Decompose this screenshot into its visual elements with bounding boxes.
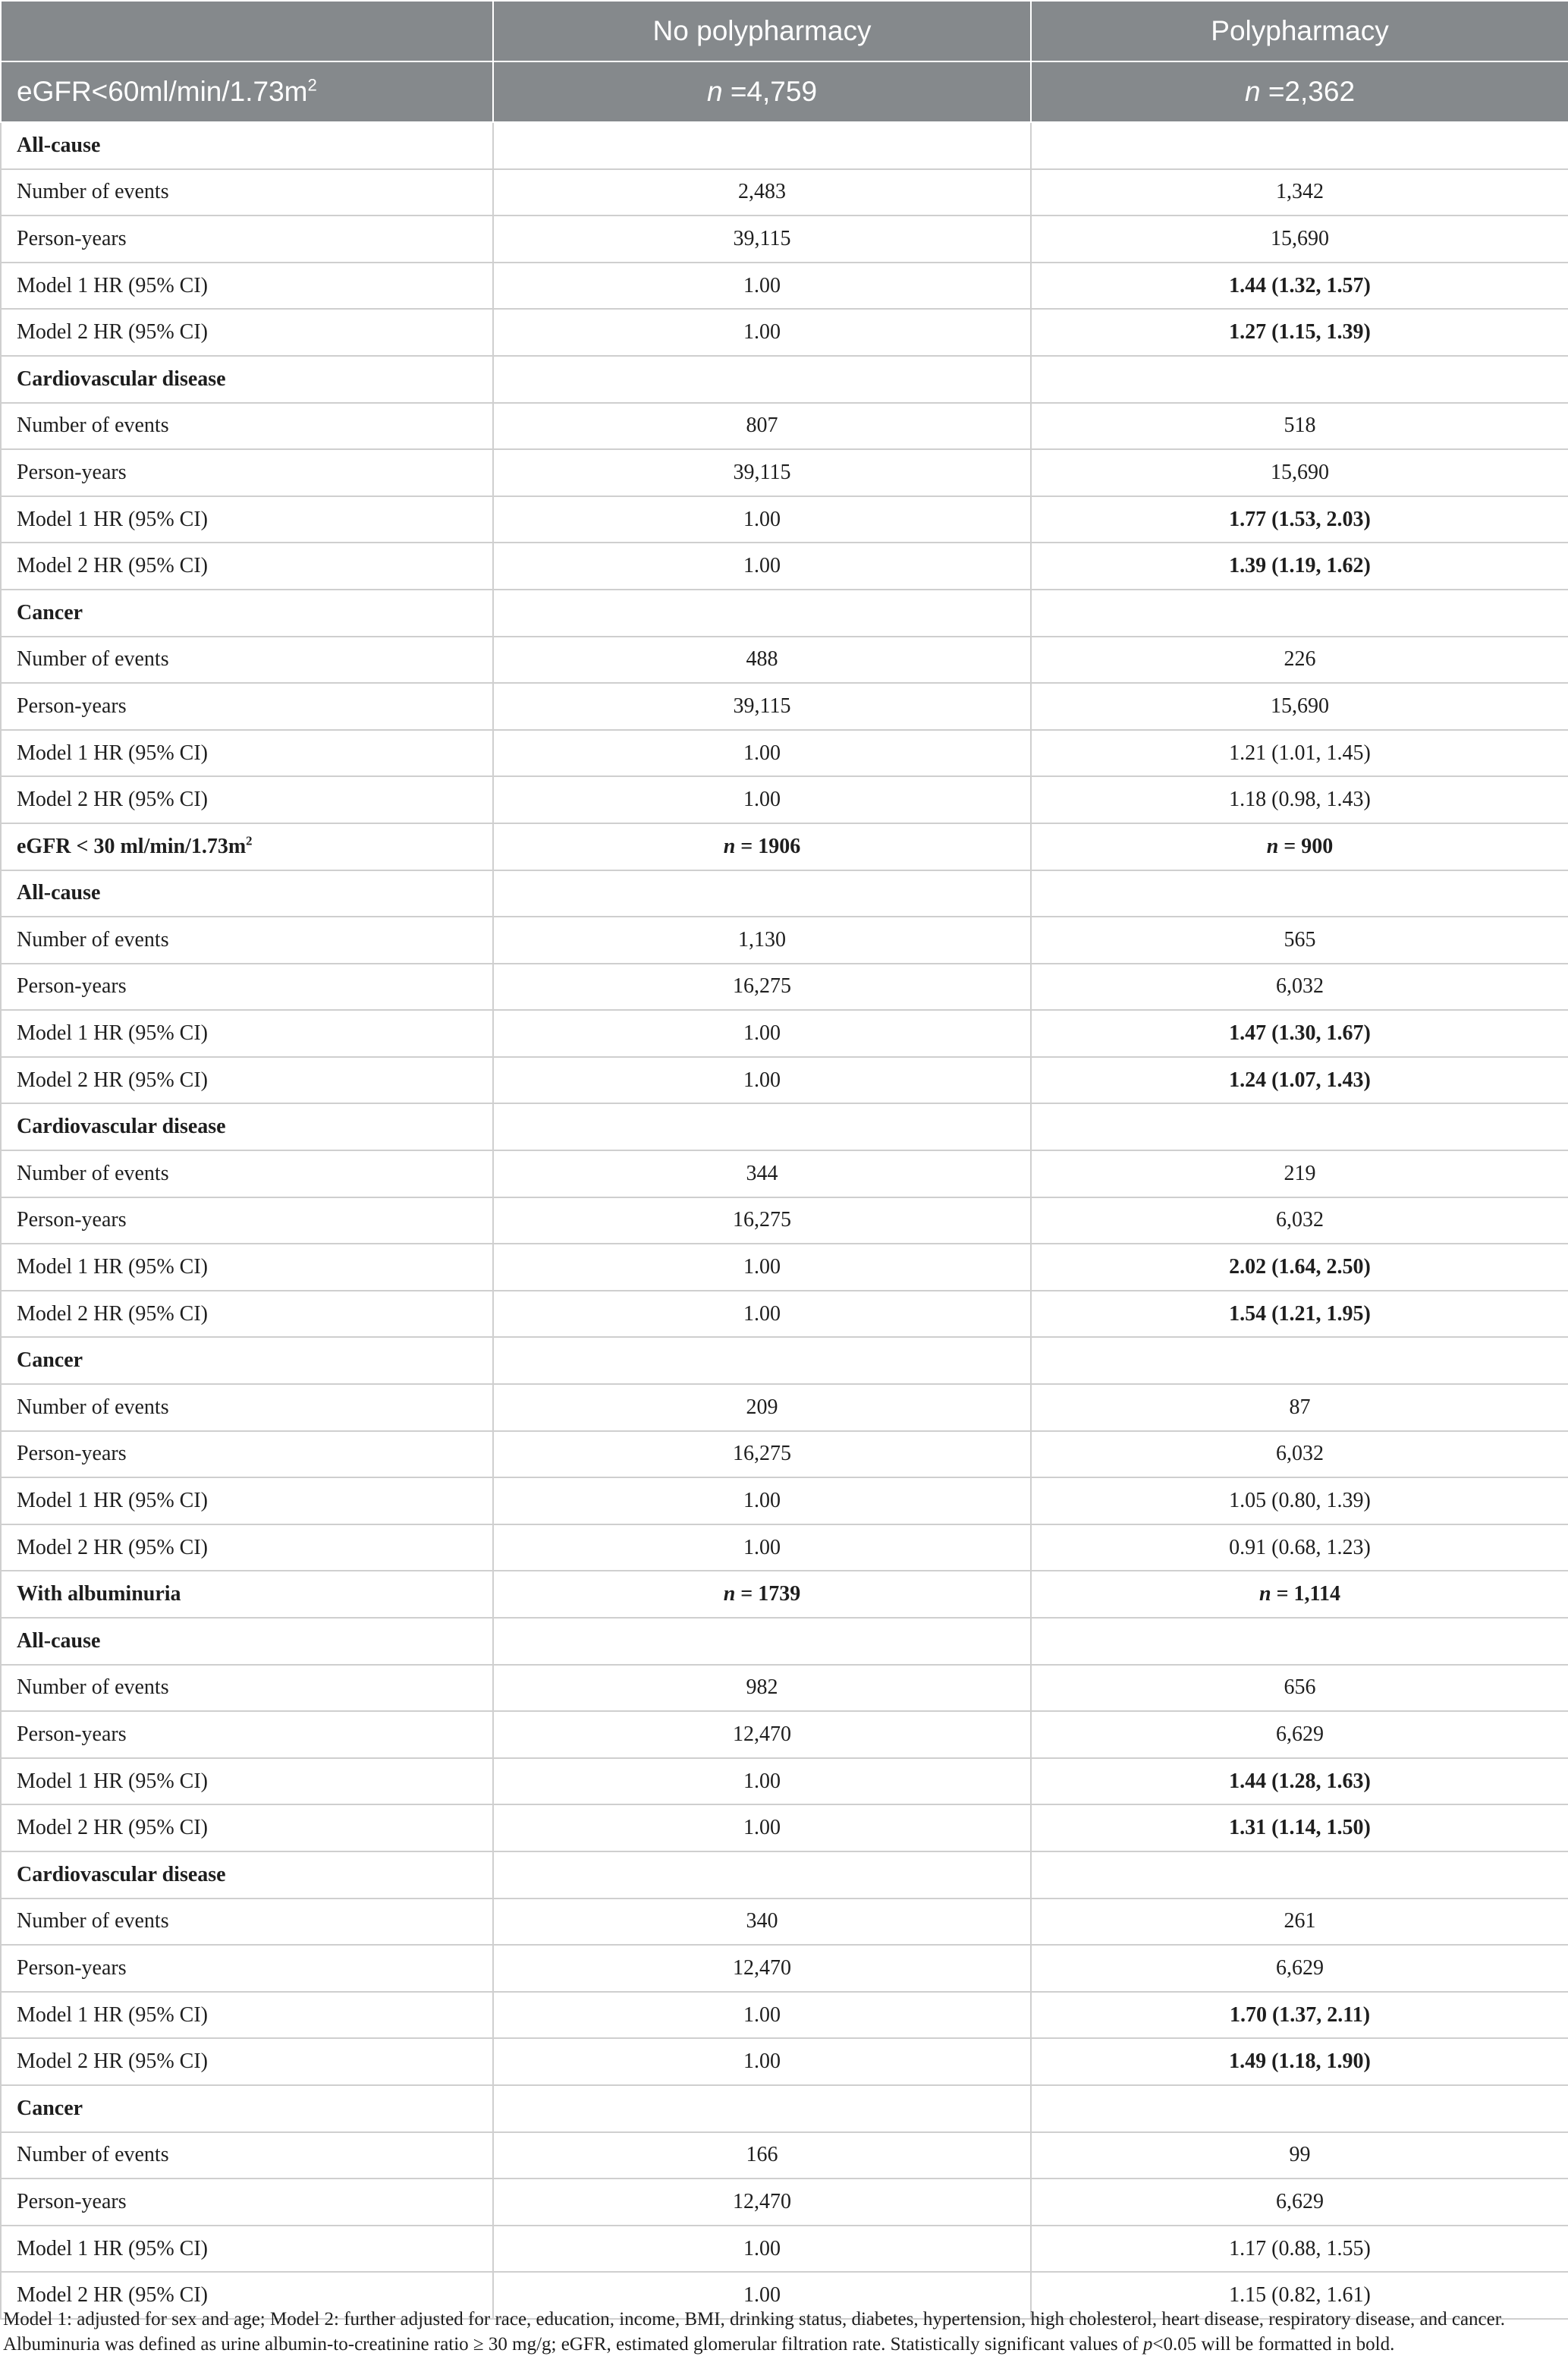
table-row — [1, 2179, 1568, 2226]
group-label: eGFR < 30 $ml/\min/1.73m^2$ — [1, 823, 493, 870]
table-row — [1, 683, 1568, 730]
group-header-row — [1, 1571, 1568, 1618]
section-title: Cardiovascular disease — [1, 356, 493, 403]
value-polypharmacy: 1.54 (1.21, 1.95) — [1031, 1291, 1568, 1338]
table-row — [1, 1945, 1568, 1992]
value-no-polypharmacy: 344 — [493, 1150, 1031, 1197]
table-row — [1, 730, 1568, 777]
group-header-row — [1, 823, 1568, 870]
value-polypharmacy: 6,032 — [1031, 1431, 1568, 1478]
table-row — [1, 1711, 1568, 1758]
value-polypharmacy: 1.39 (1.19, 1.62) — [1031, 543, 1568, 590]
value-polypharmacy: 1.70 (1.37, 2.11) — [1031, 1992, 1568, 2039]
value-no-polypharmacy: 1.00 — [493, 1758, 1031, 1805]
row-label: Model 1 HR (95% CI) — [1, 730, 493, 777]
section-empty-cell — [493, 356, 1031, 403]
value-no-polypharmacy: 1,130 — [493, 917, 1031, 964]
row-label: Person-years — [1, 1431, 493, 1478]
value-no-polypharmacy: 39,115 — [493, 215, 1031, 263]
section-empty-cell — [493, 1618, 1031, 1665]
row-label: Person-years — [1, 1711, 493, 1758]
table-row — [1, 2226, 1568, 2273]
value-polypharmacy: 2.02 (1.64, 2.50) — [1031, 1244, 1568, 1291]
section-title-row — [1, 122, 1568, 169]
row-label: Number of events — [1, 1384, 493, 1431]
value-no-polypharmacy: 982 — [493, 1665, 1031, 1712]
row-label: Person-years — [1, 449, 493, 496]
header-egfr60-label: $eGFR<60ml/\min/1.73m^2$ — [1, 61, 493, 122]
row-label: Number of events — [1, 403, 493, 450]
section-empty-cell — [1031, 122, 1568, 169]
table-row — [1, 1899, 1568, 1946]
value-polypharmacy: 1.47 (1.30, 1.67) — [1031, 1010, 1568, 1057]
section-title: Cardiovascular disease — [1, 1103, 493, 1150]
row-label: Model 1 HR (95% CI) — [1, 1244, 493, 1291]
table-row — [1, 2038, 1568, 2085]
value-polypharmacy: 1.05 (0.80, 1.39) — [1031, 1477, 1568, 1524]
value-no-polypharmacy: 340 — [493, 1899, 1031, 1946]
row-label: Model 1 HR (95% CI) — [1, 1477, 493, 1524]
section-empty-cell — [1031, 1618, 1568, 1665]
section-title-row — [1, 2085, 1568, 2132]
section-empty-cell — [1031, 356, 1568, 403]
table-row — [1, 1524, 1568, 1571]
table-row — [1, 215, 1568, 263]
section-empty-cell — [493, 1337, 1031, 1384]
table-row — [1, 309, 1568, 356]
value-polypharmacy: 87 — [1031, 1384, 1568, 1431]
section-title-row — [1, 870, 1568, 917]
section-title: All-cause — [1, 122, 493, 169]
value-no-polypharmacy: 1.00 — [493, 730, 1031, 777]
table-row — [1, 1665, 1568, 1712]
row-label: Number of events — [1, 2132, 493, 2179]
value-no-polypharmacy: 1.00 — [493, 2272, 1031, 2319]
value-no-polypharmacy: 1.00 — [493, 1524, 1031, 1571]
table-footnote: Model 1: adjusted for sex and age; Model 2: further adjusted for race, education, income, BMI, drinking status, diabetes, hypertension, high cholesterol, heart disease, respiratory disease, and cancer. Albuminuria was defined as urine albumin-to-creatinine ratio ≥ 30 mg/g; eGFR, estimated glomerular filtration rate. Statistically significant values of p<0.05 will be formatted in bold. — [3, 2309, 1505, 2355]
value-polypharmacy: 565 — [1031, 917, 1568, 964]
value-polypharmacy: 1.27 (1.15, 1.39) — [1031, 309, 1568, 356]
group-n-polypharmacy: n = 900 — [1031, 823, 1568, 870]
row-label: Model 2 HR (95% CI) — [1, 1291, 493, 1338]
section-empty-cell — [1031, 2085, 1568, 2132]
value-polypharmacy: 6,032 — [1031, 964, 1568, 1011]
value-polypharmacy: 1.44 (1.32, 1.57) — [1031, 263, 1568, 310]
value-polypharmacy: 1.24 (1.07, 1.43) — [1031, 1057, 1568, 1104]
value-polypharmacy: 15,690 — [1031, 683, 1568, 730]
value-no-polypharmacy: 488 — [493, 637, 1031, 684]
row-label: Person-years — [1, 1945, 493, 1992]
row-label: Person-years — [1, 2179, 493, 2226]
table-body — [1, 122, 1568, 2319]
row-label: Person-years — [1, 683, 493, 730]
value-polypharmacy: 219 — [1031, 1150, 1568, 1197]
section-empty-cell — [493, 870, 1031, 917]
value-no-polypharmacy: 12,470 — [493, 2179, 1031, 2226]
section-title: Cancer — [1, 590, 493, 637]
row-label: Person-years — [1, 215, 493, 263]
value-polypharmacy: 518 — [1031, 403, 1568, 450]
value-no-polypharmacy: 16,275 — [493, 1197, 1031, 1244]
value-no-polypharmacy: 807 — [493, 403, 1031, 450]
row-label: Model 1 HR (95% CI) — [1, 496, 493, 543]
value-polypharmacy: 1,342 — [1031, 169, 1568, 216]
value-no-polypharmacy: 1.00 — [493, 2226, 1031, 2273]
group-n-no-polypharmacy: n = 1739 — [493, 1571, 1031, 1618]
value-no-polypharmacy: 16,275 — [493, 1431, 1031, 1478]
table-row — [1, 169, 1568, 216]
value-no-polypharmacy: 1.00 — [493, 309, 1031, 356]
header-egfr60-n-no-poly: n =4,759 — [493, 61, 1031, 122]
row-label: Model 2 HR (95% CI) — [1, 2272, 493, 2319]
row-label: Model 1 HR (95% CI) — [1, 1992, 493, 2039]
value-no-polypharmacy: 1.00 — [493, 1804, 1031, 1851]
section-empty-cell — [1031, 1103, 1568, 1150]
value-polypharmacy: 6,629 — [1031, 1945, 1568, 1992]
table-row — [1, 1244, 1568, 1291]
section-title-row — [1, 1337, 1568, 1384]
table-row — [1, 1010, 1568, 1057]
row-label: Model 1 HR (95% CI) — [1, 1758, 493, 1805]
table-row — [1, 496, 1568, 543]
value-polypharmacy: 1.44 (1.28, 1.63) — [1031, 1758, 1568, 1805]
row-label: Number of events — [1, 169, 493, 216]
header-polypharmacy: Polypharmacy — [1031, 1, 1568, 61]
value-polypharmacy: 6,032 — [1031, 1197, 1568, 1244]
row-label: Model 2 HR (95% CI) — [1, 1804, 493, 1851]
section-title-row — [1, 1618, 1568, 1665]
row-label: Model 2 HR (95% CI) — [1, 543, 493, 590]
table-row — [1, 1804, 1568, 1851]
header-no-polypharmacy: No polypharmacy — [493, 1, 1031, 61]
table-row — [1, 1477, 1568, 1524]
section-empty-cell — [493, 2085, 1031, 2132]
value-no-polypharmacy: 12,470 — [493, 1711, 1031, 1758]
group-n-polypharmacy: n = 1,114 — [1031, 1571, 1568, 1618]
section-title: Cancer — [1, 2085, 493, 2132]
value-polypharmacy: 261 — [1031, 1899, 1568, 1946]
row-label: Number of events — [1, 637, 493, 684]
value-polypharmacy: 15,690 — [1031, 215, 1568, 263]
table-row — [1, 637, 1568, 684]
value-polypharmacy: 6,629 — [1031, 1711, 1568, 1758]
header-row-columns — [1, 1, 1568, 61]
row-label: Number of events — [1, 1150, 493, 1197]
value-no-polypharmacy: 1.00 — [493, 263, 1031, 310]
value-polypharmacy: 1.18 (0.98, 1.43) — [1031, 776, 1568, 823]
table-row — [1, 1758, 1568, 1805]
row-label: Model 1 HR (95% CI) — [1, 263, 493, 310]
value-no-polypharmacy: 209 — [493, 1384, 1031, 1431]
row-label: Number of events — [1, 1665, 493, 1712]
value-no-polypharmacy: 1.00 — [493, 1244, 1031, 1291]
section-title-row — [1, 1103, 1568, 1150]
value-polypharmacy: 15,690 — [1031, 449, 1568, 496]
table-row — [1, 263, 1568, 310]
section-empty-cell — [493, 1851, 1031, 1899]
value-polypharmacy: 6,629 — [1031, 2179, 1568, 2226]
header-row-egfr60 — [1, 61, 1568, 122]
value-no-polypharmacy: 39,115 — [493, 683, 1031, 730]
value-no-polypharmacy: 1.00 — [493, 1057, 1031, 1104]
section-empty-cell — [493, 590, 1031, 637]
section-empty-cell — [1031, 870, 1568, 917]
table-row — [1, 2132, 1568, 2179]
value-no-polypharmacy: 1.00 — [493, 1992, 1031, 2039]
value-no-polypharmacy: 39,115 — [493, 449, 1031, 496]
row-label: Model 1 HR (95% CI) — [1, 1010, 493, 1057]
row-label: Person-years — [1, 964, 493, 1011]
value-polypharmacy: 1.31 (1.14, 1.50) — [1031, 1804, 1568, 1851]
value-polypharmacy: 226 — [1031, 637, 1568, 684]
value-no-polypharmacy: 2,483 — [493, 169, 1031, 216]
row-label: Model 2 HR (95% CI) — [1, 309, 493, 356]
section-title: All-cause — [1, 870, 493, 917]
value-no-polypharmacy: 1.00 — [493, 1477, 1031, 1524]
value-polypharmacy: 1.77 (1.53, 2.03) — [1031, 496, 1568, 543]
section-empty-cell — [493, 122, 1031, 169]
section-title-row — [1, 590, 1568, 637]
group-n-no-polypharmacy: n = 1906 — [493, 823, 1031, 870]
row-label: Model 2 HR (95% CI) — [1, 1524, 493, 1571]
row-label: Model 2 HR (95% CI) — [1, 1057, 493, 1104]
value-no-polypharmacy: 1.00 — [493, 2038, 1031, 2085]
section-title-row — [1, 356, 1568, 403]
row-label: Model 2 HR (95% CI) — [1, 776, 493, 823]
value-no-polypharmacy: 1.00 — [493, 1291, 1031, 1338]
section-empty-cell — [1031, 1337, 1568, 1384]
table-row — [1, 543, 1568, 590]
section-empty-cell — [1031, 590, 1568, 637]
value-polypharmacy: 1.15 (0.82, 1.61) — [1031, 2272, 1568, 2319]
table-row — [1, 1197, 1568, 1244]
value-no-polypharmacy: 16,275 — [493, 964, 1031, 1011]
group-label: With albuminuria — [1, 1571, 493, 1618]
table-row — [1, 1291, 1568, 1338]
section-title: Cardiovascular disease — [1, 1851, 493, 1899]
value-polypharmacy: 1.21 (1.01, 1.45) — [1031, 730, 1568, 777]
value-polypharmacy: 1.49 (1.18, 1.90) — [1031, 2038, 1568, 2085]
value-no-polypharmacy: 12,470 — [493, 1945, 1031, 1992]
row-label: Model 1 HR (95% CI) — [1, 2226, 493, 2273]
value-polypharmacy: 656 — [1031, 1665, 1568, 1712]
table-row — [1, 403, 1568, 450]
row-label: Number of events — [1, 917, 493, 964]
table-row — [1, 776, 1568, 823]
row-label: Model 2 HR (95% CI) — [1, 2038, 493, 2085]
table-row — [1, 1431, 1568, 1478]
row-label: Number of events — [1, 1899, 493, 1946]
header-empty-cell — [1, 1, 493, 61]
value-polypharmacy: 1.17 (0.88, 1.55) — [1031, 2226, 1568, 2273]
value-no-polypharmacy: 1.00 — [493, 543, 1031, 590]
section-empty-cell — [493, 1103, 1031, 1150]
value-no-polypharmacy: 1.00 — [493, 1010, 1031, 1057]
table-row — [1, 1150, 1568, 1197]
section-title-row — [1, 1851, 1568, 1899]
header-egfr60-n-poly: n =2,362 — [1031, 61, 1568, 122]
table-row — [1, 917, 1568, 964]
value-no-polypharmacy: 166 — [493, 2132, 1031, 2179]
table-row — [1, 1057, 1568, 1104]
table-row — [1, 1992, 1568, 2039]
table-header — [1, 1, 1568, 122]
value-no-polypharmacy: 1.00 — [493, 496, 1031, 543]
section-title: All-cause — [1, 1618, 493, 1665]
table-row — [1, 1384, 1568, 1431]
value-no-polypharmacy: 1.00 — [493, 776, 1031, 823]
table-row — [1, 449, 1568, 496]
row-label: Person-years — [1, 1197, 493, 1244]
value-polypharmacy: 0.91 (0.68, 1.23) — [1031, 1524, 1568, 1571]
section-title: Cancer — [1, 1337, 493, 1384]
section-empty-cell — [1031, 1851, 1568, 1899]
value-polypharmacy: 99 — [1031, 2132, 1568, 2179]
table-row — [1, 964, 1568, 1011]
